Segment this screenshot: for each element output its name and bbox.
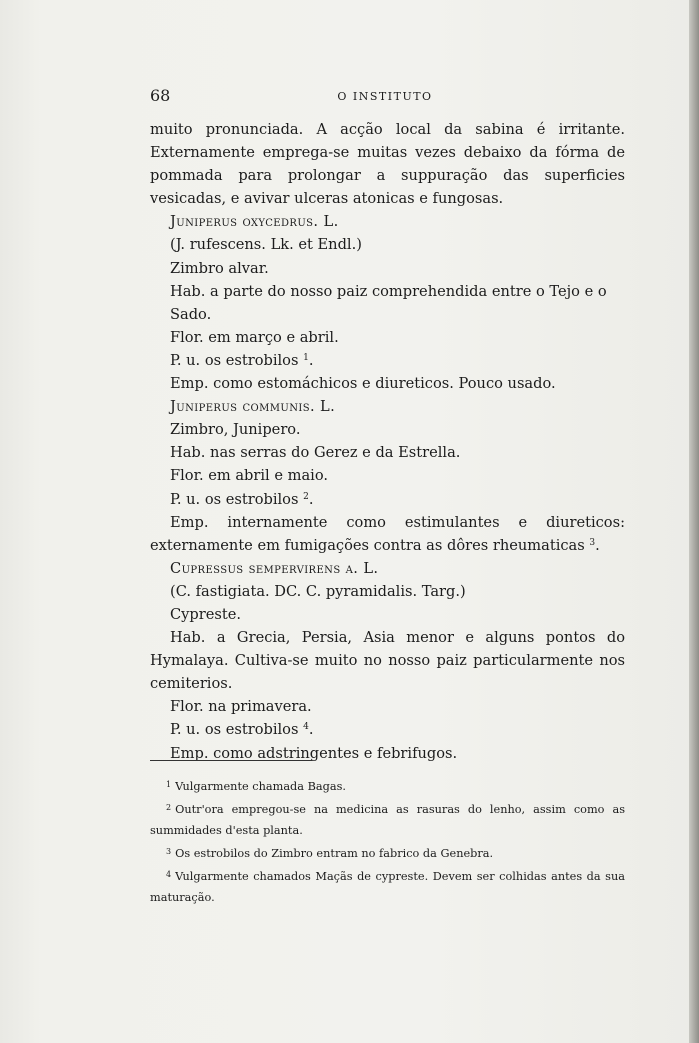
habitat: Hab. nas serras do Gerez e da Estrella. [170, 444, 461, 462]
synonym: (C. fastigiata. DC. C. pyramidalis. Targ.) [170, 582, 466, 600]
footnote-text: Vulgarmente chamada Bagas. [175, 780, 347, 793]
species-cupressus-sempervirens: Cupressus sempervirens α. L. [170, 559, 379, 577]
book-spine-shadow [689, 0, 699, 1043]
footnote-text: Vulgarmente chamados Maçãs de cypreste. Devem ser colhidas antes da sua maturação. [150, 870, 625, 904]
footnote-mark: 1 [166, 780, 172, 789]
flowering: Flor. em março e abril. [170, 328, 339, 346]
footnote-rule [150, 760, 312, 761]
punct: . [595, 536, 600, 554]
footnote [150, 841, 625, 864]
employment: Emp. como adstringentes e febrifugos. [170, 744, 458, 762]
synonym: (J. rufescens. Lk. et Endl.) [170, 236, 362, 254]
footnote-ref: 1 [303, 352, 309, 363]
common-name: Zimbro alvar. [170, 259, 269, 277]
habitat: Hab. a Grecia, Persia, Asia menor e alguns pontos do Hymalaya. Cultiva-se muito no nosso paiz particularmente nos cemiterios. [150, 629, 625, 693]
species-juniperus-communis: Juniperus communis. L. [170, 398, 336, 416]
common-name: Cypreste. [170, 605, 241, 623]
parts-used [150, 488, 625, 511]
flowering: Flor. em abril e maio. [170, 467, 328, 485]
common-name: Zimbro, Junipero. [170, 421, 301, 439]
page-header [150, 86, 620, 108]
footnote-text: Os estrobilos do Zimbro entram no fabrico da Genebra. [175, 847, 494, 860]
footnote-mark: 2 [166, 803, 172, 812]
parts-used [150, 349, 625, 372]
footnote-text: Outr'ora empregou-se na medicina as rasuras do lenho, assim como as summidades d'esta planta. [150, 803, 625, 837]
habitat: Hab. a parte do nosso paiz comprehendida entre o Tejo e o Sado. [170, 282, 607, 323]
body-text [150, 118, 625, 765]
paragraph-sabina-continued: muito pronunciada. A acção local da sabina é irritante. Externamente emprega-se muitas vezes debaixo da fórma de pommada para prolongar a suppuração das superficies vesicadas, e avivar ulceras atonicas e fungosas. [150, 121, 625, 208]
punct: . [308, 490, 314, 508]
footnote [150, 797, 625, 841]
footnote [150, 774, 625, 797]
parts-used [150, 718, 625, 741]
running-title: O INSTITUTO [337, 90, 433, 103]
employment: Emp. como estomáchicos e diureticos. Pouco usado. [170, 375, 556, 393]
page-number: 68 [150, 86, 171, 105]
punct: . [308, 351, 314, 369]
footnote-ref: 4 [303, 722, 309, 733]
punct: . [308, 721, 314, 739]
parts-used-text: P. u. os estrobilos [170, 351, 299, 369]
flowering: Flor. na primavera. [170, 698, 312, 716]
parts-used-text: P. u. os estrobilos [170, 721, 299, 739]
footnote-ref: 3 [589, 537, 596, 548]
footnote [150, 864, 625, 908]
footnote-mark: 3 [166, 847, 172, 856]
parts-used-text: P. u. os estrobilos [170, 490, 299, 508]
employment-text: Emp. internamente como estimulantes e diureticos: externamente em fumigações contra as dôres rheumaticas [150, 513, 625, 554]
footnotes [150, 774, 625, 908]
footnote-mark: 4 [166, 870, 172, 879]
species-juniperus-oxycedrus: Juniperus oxycedrus. L. [170, 213, 339, 231]
footnote-ref: 2 [303, 491, 309, 502]
employment [150, 511, 625, 557]
